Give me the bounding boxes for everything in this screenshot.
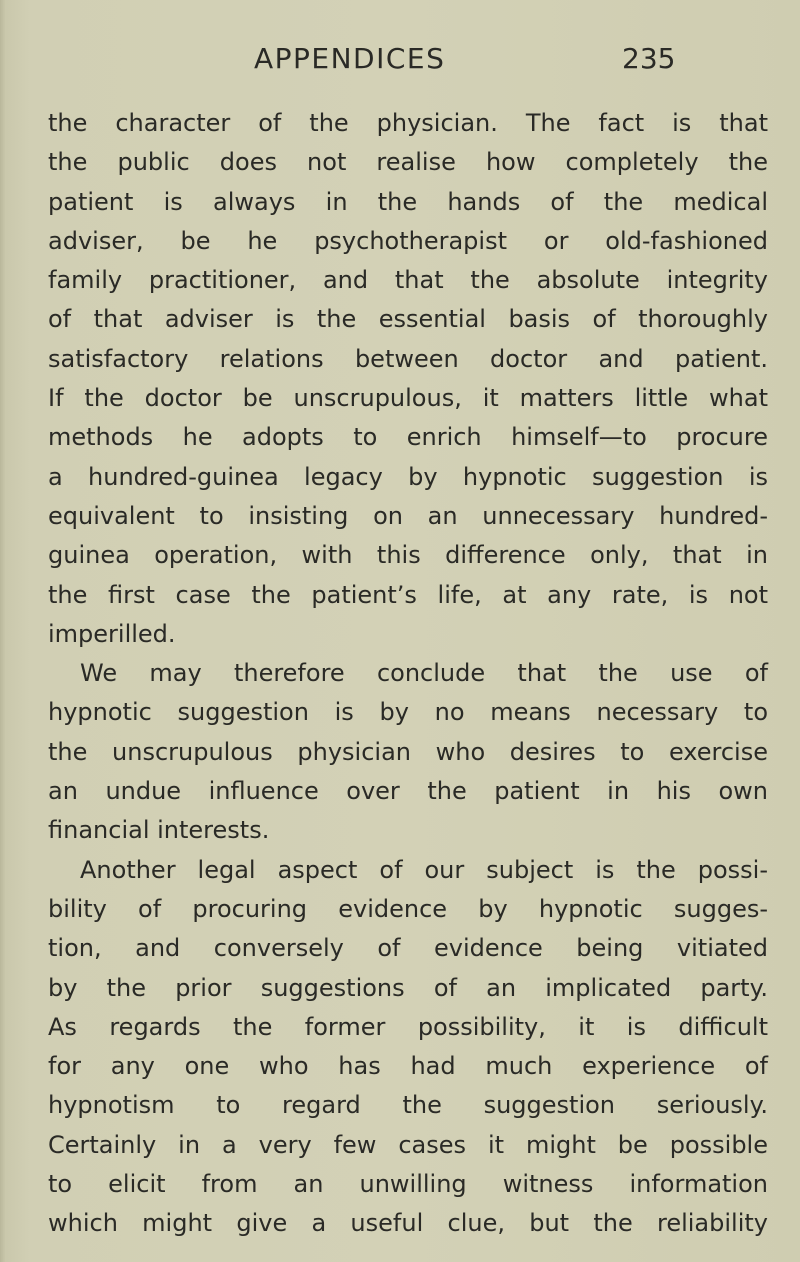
text-line: which might give a useful clue, but the reliability bbox=[48, 1209, 768, 1238]
text-line: of that adviser is the essential basis of thoroughly bbox=[48, 305, 768, 334]
text-line: satisfactory relations between doctor and patient. bbox=[48, 344, 768, 373]
text-line: guinea operation, with this difference only, that in bbox=[48, 541, 768, 570]
text-line: hypnotism to regard the suggestion seriously. bbox=[48, 1091, 768, 1120]
text-line: imperilled. bbox=[48, 619, 176, 648]
text-line: by the prior suggestions of an implicated party. bbox=[48, 973, 768, 1002]
text-line: family practitioner, and that the absolute integrity bbox=[48, 266, 768, 295]
text-line: methods he adopts to enrich himself—to procure bbox=[48, 423, 768, 452]
text-line: for any one who has had much experience of bbox=[48, 1052, 768, 1081]
text-line: the unscrupulous physician who desires to exercise bbox=[48, 737, 768, 766]
running-head: APPENDICES bbox=[254, 42, 446, 75]
page-header bbox=[0, 42, 800, 82]
text-line: an undue influence over the patient in his own bbox=[48, 777, 768, 806]
text-line: Another legal aspect of our subject is the possi- bbox=[80, 855, 768, 884]
text-line: the public does not realise how completely the bbox=[48, 148, 768, 177]
text-line: patient is always in the hands of the medical bbox=[48, 187, 768, 216]
text-line: hypnotic suggestion is by no means necessary to bbox=[48, 698, 768, 727]
text-line: adviser, be he psychotherapist or old-fashioned bbox=[48, 226, 768, 255]
text-line: the character of the physician. The fact is that bbox=[48, 109, 768, 137]
text-line: a hundred-guinea legacy by hypnotic suggestion is bbox=[48, 462, 768, 491]
text-line: to elicit from an unwilling witness information bbox=[48, 1170, 768, 1199]
page-number: 235 bbox=[622, 42, 676, 75]
page-gutter-shadow bbox=[0, 0, 6, 1262]
text-line: financial interests. bbox=[48, 816, 270, 845]
text-line: bility of procuring evidence by hypnotic sugges- bbox=[48, 894, 768, 923]
text-line: As regards the former possibility, it is difficult bbox=[48, 1012, 768, 1041]
text-line: the first case the patient’s life, at any rate, is not bbox=[48, 580, 768, 609]
text-line: We may therefore conclude that the use of bbox=[80, 659, 768, 688]
text-line: tion, and conversely of evidence being vitiated bbox=[48, 934, 768, 963]
text-line: equivalent to insisting on an unnecessary hundred- bbox=[48, 501, 768, 530]
text-line: Certainly in a very few cases it might be possible bbox=[48, 1130, 768, 1159]
body-text bbox=[48, 104, 768, 1244]
text-line: If the doctor be unscrupulous, it matters little what bbox=[48, 384, 768, 413]
